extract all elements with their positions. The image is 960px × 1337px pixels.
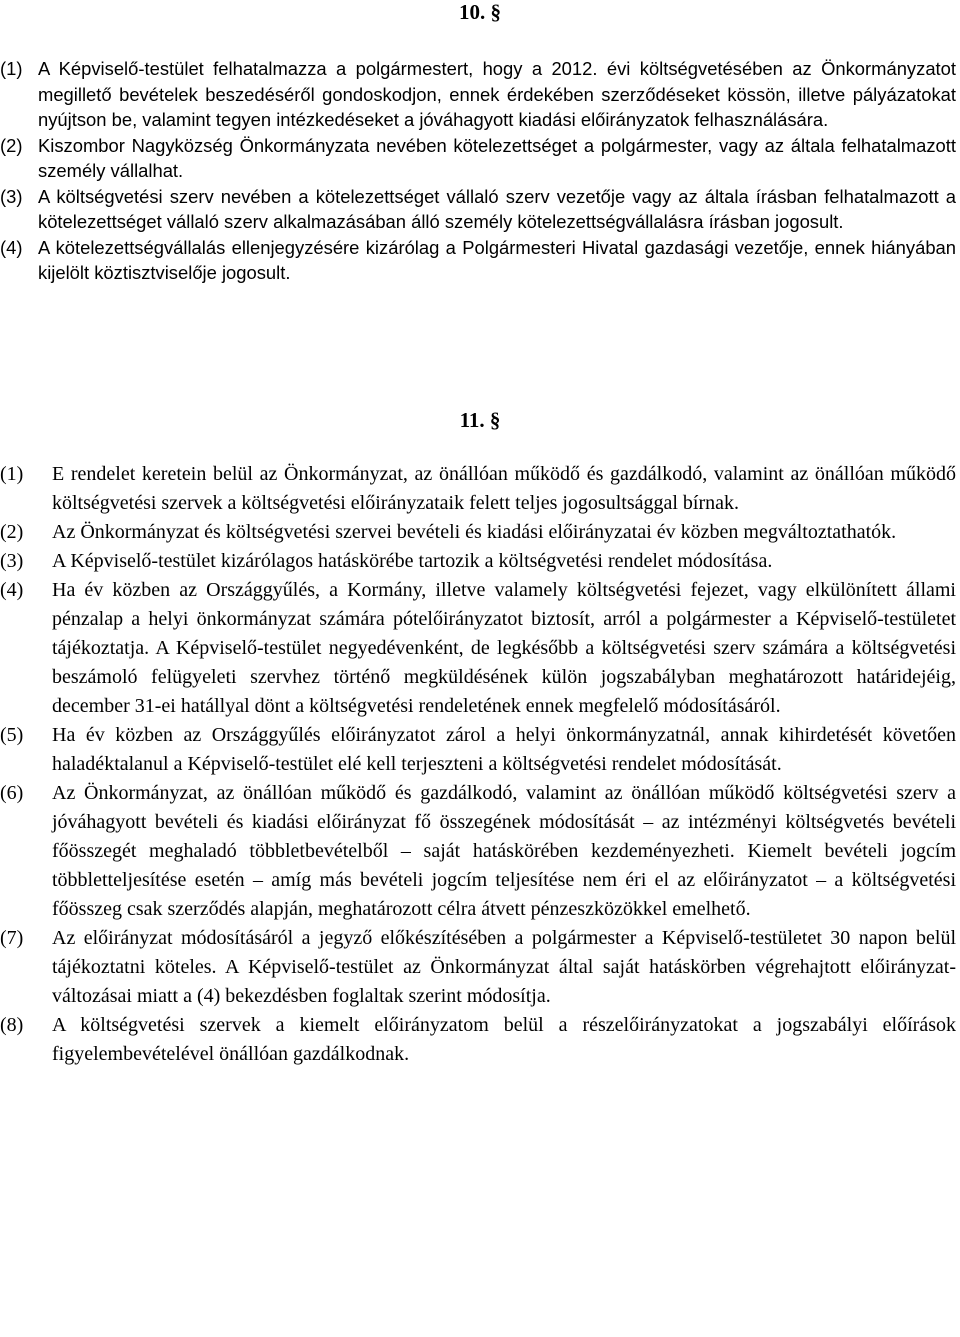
paragraph-number: (3): [0, 185, 23, 207]
paragraph-text: Ha év közben az Országgyűlés, a Kormány, illetve valamely költségvetési fejezet, vagy elkülönített állami pénzalap a helyi önkormányzat számára pótelőirányzatot biztosít, arról a polgármester a Képviselő-testületet tájékoztatja. A Képviselő-testület negyedévenként, de legkésőbb a költségvetési szerv számára a költségvetési beszámoló felügyeleti szervhez történő megküldésének külön jogszabályban meghatározott határidejéig, december 31-ei hatállyal dönt a költségvetési rendeletének ennek megfelelő módosításáról.: [52, 579, 956, 717]
section-11-number: 11.: [459, 408, 485, 432]
paragraph-number: (3): [0, 550, 24, 572]
section-10-paragraph-2: [0, 133, 956, 184]
paragraph-number: (2): [0, 521, 24, 543]
section-11-paragraph-8: [0, 1011, 956, 1069]
paragraph-text: A Képviselő-testület kizárólagos hatáskörébe tartozik a költségvetési rendelet módosítása.: [52, 550, 773, 572]
paragraph-text: Ha év közben az Országgyűlés előirányzatot zárol a helyi önkormányzatnál, annak kihirdetését követően haladéktalanul a Képviselő-testület elé kell terjeszteni a költségvetési rendelet módosítását.: [52, 724, 956, 775]
section-11-paragraph-3: [0, 547, 956, 576]
paragraph-number: (7): [0, 927, 24, 949]
section-10-number: 10.: [459, 0, 486, 24]
section-11-paragraph-1: [0, 460, 956, 518]
section-10-paragraph-3: [0, 184, 956, 235]
section-10-heading: [0, 0, 960, 24]
section-10-paragraph-1: [0, 56, 956, 133]
paragraph-number: (4): [0, 579, 24, 601]
paragraph-text: A kötelezettségvállalás ellenjegyzésére kizárólag a Polgármesteri Hivatal gazdasági vezetője, ennek hiányában kijelölt köztisztviselője jogosult.: [38, 236, 956, 283]
section-11-paragraph-7: [0, 924, 956, 1011]
paragraph-text: Az Önkormányzat, az önállóan működő és gazdálkodó, valamint az önállóan működő költségvetési szerv a jóváhagyott bevételi és kiadási előirányzat fő összegének módosítását – az intézményi költségvetés bevételi főösszegét meghaladó többletbevételből – saját hatáskörében kezdeményezheti. Kiemelt bevételi jogcím többletteljesítése esetén – amíg más bevételi jogcím teljesítése nem éri el az előirányzatot – a költségvetési főösszeg csak szerződés alapján, meghatározott célra átvett pénzeszközökkel emelhető.: [52, 782, 956, 920]
paragraph-number: (8): [0, 1014, 24, 1036]
section-10-paragraph-4: [0, 235, 956, 286]
section-11-paragraph-4: [0, 576, 956, 721]
paragraph-text: A költségvetési szerv nevében a kötelezettséget vállaló szerv vezetője vagy az általa írásban felhatalmazott a kötelezettséget vállaló szerv alkalmazásában álló személy kötelezettségvállalásra írásban jogosult.: [38, 185, 956, 232]
paragraph-text: A Képviselő-testület felhatalmazza a polgármestert, hogy a 2012. évi költségvetésében az Önkormányzatot megillető bevételek beszedéséről gondoskodjon, ennek érdekében szerződéseket kössön, illetve pályázatokat nyújtson be, valamint tegyen intézkedéseket a jóváhagyott kiadási előirányzatok felhasználására.: [38, 58, 956, 130]
section-11-symbol: §: [489, 408, 501, 432]
section-10-body: [0, 56, 960, 286]
section-11-paragraph-6: [0, 779, 956, 924]
paragraph-text: Az előirányzat módosításáról a jegyző előkészítésében a polgármester a Képviselő-testületet 30 napon belül tájékoztatni köteles. A Képviselő-testület az Önkormányzat által saját hatáskörben végrehajtott előirányzat-változásai miatt a (4) bekezdésben foglaltak szerint módosítja.: [52, 927, 956, 1007]
paragraph-number: (4): [0, 236, 23, 258]
section-11-paragraph-5: [0, 721, 956, 779]
paragraph-text: Az Önkormányzat és költségvetési szervei bevételi és kiadási előirányzatai év közben megváltoztathatók.: [52, 521, 897, 543]
paragraph-number: (5): [0, 724, 24, 746]
section-10-symbol: §: [490, 0, 501, 24]
paragraph-number: (1): [0, 463, 24, 485]
section-11-paragraph-2: [0, 518, 956, 547]
section-11-body: [0, 460, 960, 1069]
paragraph-number: (6): [0, 782, 24, 804]
paragraph-text: E rendelet keretein belül az Önkormányzat, az önállóan működő és gazdálkodó, valamint az önállóan működő költségvetési szervek a költségvetési előirányzataik felett teljes jogosultsággal bírnak.: [52, 463, 956, 514]
paragraph-number: (2): [0, 134, 23, 156]
paragraph-number: (1): [0, 58, 23, 79]
section-11-heading: [0, 408, 960, 432]
paragraph-text: Kiszombor Nagyközség Önkormányzata nevében kötelezettséget a polgármester, vagy az általa felhatalmazott személy vállalhat.: [38, 134, 956, 181]
paragraph-text: A költségvetési szervek a kiemelt előirányzatom belül a részelőirányzatokat a jogszabályi előírások figyelembevételével önállóan gazdálkodnak.: [52, 1014, 956, 1065]
